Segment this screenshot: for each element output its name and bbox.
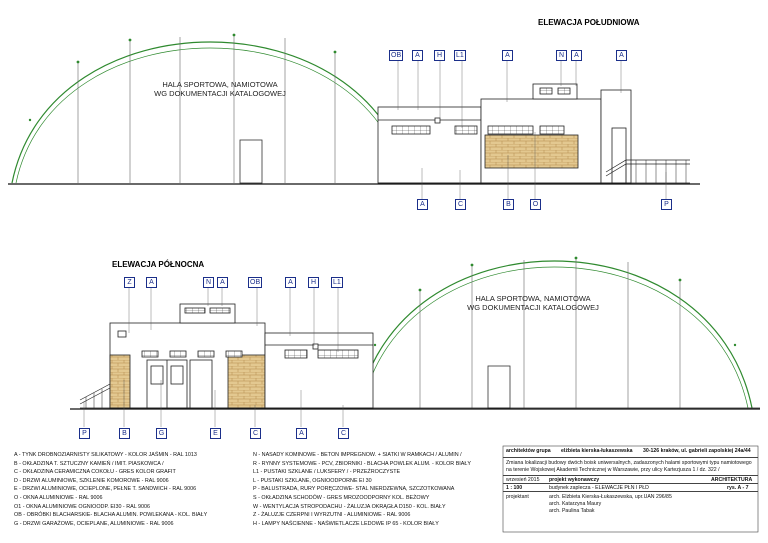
legend-item: P - BALUSTRADA, RURY PORĘCZOWE- STAL NIERDZEWNA, SZCZOTKOWANA — [253, 486, 455, 493]
branch: ARCHITEKTURA — [711, 477, 753, 483]
south-top-tag: L1 — [456, 52, 464, 59]
legend-item: G - DRZWI GARAŻOWE, OCIEPLANE, ALUMINIOWE - RAL 9006 — [14, 520, 174, 527]
south-top-tag: OB — [391, 52, 402, 59]
legend-item: H - LAMPY NAŚCIENNE - NAŚWIETLACZE LEDOWE IP 65 - KOLOR BIAŁY — [253, 520, 439, 527]
legend-item: R - RYNNY SYSTEMOWE - PCV, ZBIORNIKI - BLACHA POWLEK ALUM. - KOLOR BIAŁY — [253, 460, 471, 467]
south-top-tag: N — [556, 50, 567, 61]
designer-name: arch. Elżbieta Kierska-Łukaszewska, upr.UAN 296/85 — [549, 494, 672, 500]
south-elevation-title: ELEWACJA POŁUDNIOWA — [538, 18, 640, 27]
south-top-tag: A — [502, 50, 513, 61]
design-stage: projekt wykonawczy — [549, 477, 600, 483]
north-top-tag: N — [203, 277, 214, 288]
north-top-tag: OB — [250, 279, 261, 286]
firm-label: architektów grupa — [506, 448, 551, 454]
north-top-tag: A — [285, 277, 296, 288]
designer-name: arch. Katarzyna Maury — [549, 501, 602, 507]
legend-item: A - TYNK DROBNOZIARNISTY SILIKATOWY - KOLOR JAŚMIN - RAL 1013 — [14, 452, 197, 458]
north-bottom-tag: C — [250, 428, 261, 439]
south-bottom-tag: P — [661, 199, 672, 210]
north-bottom-tag: A — [296, 428, 307, 439]
south-top-tag: A — [616, 50, 627, 61]
legend-item: L1 - PUSTAKI SZKLANE / LUKSFERY / - PRZEŹROCZYSTE — [253, 469, 401, 476]
title-block-divider — [503, 491, 758, 492]
south-hall-arch — [12, 34, 410, 183]
title-block — [503, 446, 758, 532]
south-top-tag: H — [434, 50, 445, 61]
material-legend-right — [253, 451, 471, 528]
south-top-tag: A — [571, 50, 582, 61]
project-description-1: Zmiana lokalizacji budowy dwóch boisk uniwersalnych, zadaszonych halami sportowymi typu namiotowego — [506, 460, 752, 466]
project-description-2: na terenie Wojskowej Akademii Technicznej w Warszawie, przy ulicy Kartezjusza 1 / dz. 322 / — [506, 467, 720, 473]
north-bottom-tag: P — [79, 428, 90, 439]
legend-item: B - OKŁADZINA T. SZTUCZNY KAMIEŃ / IMIT. PIASKOWCA / — [14, 460, 164, 467]
title-block-divider — [503, 483, 758, 484]
drawing-scale: 1 : 100 — [506, 485, 523, 491]
north-bottom-tag: B — [119, 428, 130, 439]
title-block-divider — [503, 475, 758, 476]
legend-item: W - WENTYLACJA STROPODACHU - ŻALUZJA OKRĄGŁA D150 - KOL. BIAŁY — [253, 503, 446, 510]
drawing-title: budynek zaplecza - ELEWACJE PŁN I PŁD — [549, 485, 649, 491]
south-bottom-tag: O — [530, 199, 541, 210]
material-legend-left — [14, 451, 207, 528]
sheet-number: rys. A - 7 — [727, 485, 749, 491]
north-ramp-railing — [80, 384, 110, 408]
north-bottom-tag: E — [210, 428, 221, 439]
north-top-tag: A — [146, 277, 157, 288]
south-hall-label — [150, 80, 290, 98]
south-hall-label-line2: WG DOKUMENTACJI KATALOGOWEJ — [154, 89, 286, 98]
legend-item: O1 - OKNA ALUMINIOWE OGNIOODP. EI30 - RAL 9006 — [14, 503, 151, 510]
legend-item: O - OKNA ALUMINIOWE - RAL 9006 — [14, 494, 103, 501]
legend-item: N - NASADY KOMINOWE - BETON IMPREGNOW. + SIATKI W RAMKACH / ALUMIN / — [253, 452, 462, 458]
south-bottom-tag: C — [455, 199, 466, 210]
legend-item: C - OKŁADZINA CERAMICZNA COKOŁU - GRES KOLOR GRAFIT — [14, 469, 176, 476]
south-service-building — [378, 84, 690, 183]
legend-item: Z - ŻALUZJE CZERPNI I WYRZUTNI - ALUMINIOWE - RAL 9006 — [253, 512, 411, 519]
north-hall-label-line2: WG DOKUMENTACJI KATALOGOWEJ — [467, 303, 599, 312]
north-top-tag: H — [308, 277, 319, 288]
south-bottom-tag: B — [503, 199, 514, 210]
north-elevation-title: ELEWACJA PÓŁNOCNA — [112, 260, 205, 269]
legend-item: S - OKŁADZINA SCHODÓW - GRES MROZOODPORNY KOL. BEŻOWY — [253, 494, 430, 501]
title-block-divider — [503, 457, 758, 458]
north-bottom-tag: G — [156, 428, 167, 439]
north-bottom-tag: C — [338, 428, 349, 439]
north-top-tag: Z — [124, 277, 135, 288]
firm-address: 30-126 kraków, ul. gabrieli zapolskiej 24a/44 — [643, 448, 751, 454]
legend-item: OB - OBRÓBKI BLACHARSKIE- BLACHA ALUMIN. POWLEKANA - KOL. BIAŁY — [14, 512, 208, 519]
north-hall-arch — [358, 257, 752, 408]
south-top-tag: A — [412, 50, 423, 61]
south-hall-label-line1: HALA SPORTOWA, NAMIOTOWA — [162, 80, 278, 89]
north-top-tag: A — [217, 277, 228, 288]
firm-name: elżbieta kierska-łukaszewska — [561, 448, 633, 454]
legend-item: D - DRZWI ALUMINIOWE, SZKLENIE KOMOROWE - RAL 9006 — [14, 477, 169, 484]
north-hall-label-line1: HALA SPORTOWA, NAMIOTOWA — [475, 294, 591, 303]
legend-item: L - PUSTAKI SZKLANE, OGNIOODPORNE EI 30 — [253, 477, 372, 484]
north-top-tag: L1 — [333, 279, 341, 286]
legend-item: E - DRZWI ALUMINIOWE, OCIEPLONE, PEŁNE T. SANDWICH - RAL 9006 — [14, 486, 197, 493]
south-bottom-tag: A — [417, 199, 428, 210]
north-hall-label — [458, 294, 608, 312]
designer-name: arch. Paulina Tabak — [549, 508, 595, 514]
south-elevation — [8, 34, 700, 199]
issue-date: wrzesień 2015 — [506, 477, 540, 483]
north-elevation — [70, 257, 760, 427]
designer-role: projektant — [506, 494, 529, 500]
